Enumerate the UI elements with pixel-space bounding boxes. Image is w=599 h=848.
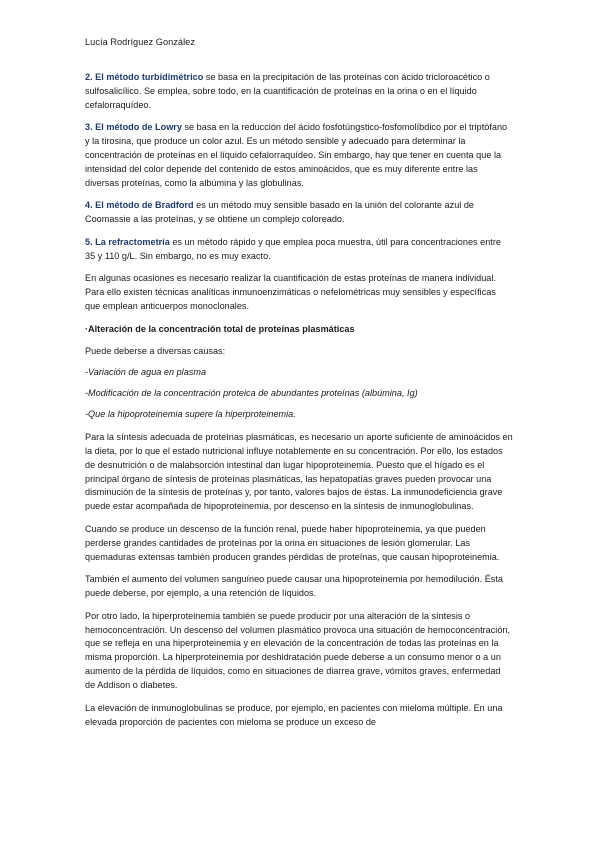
author-name: Lucía Rodríguez González bbox=[85, 37, 195, 47]
paragraph-immunoglobulins: La elevación de inmunoglobulinas se produce, por ejemplo, en pacientes con mieloma múltiple. En una elevada proporción de pacientes con mieloma se produce un exceso de bbox=[85, 702, 503, 727]
cause-item: -Variación de agua en plasma bbox=[85, 367, 207, 378]
cause-item: -Que la hipoproteinemia supere la hiperproteinemia. bbox=[85, 409, 296, 420]
section-heading: ·Alteración de la concentración total de proteínas plasmáticas bbox=[85, 323, 355, 334]
paragraph-lowry bbox=[85, 121, 513, 191]
paragraph-text: es un método muy sensible basado en la unión del colorante azul de Coomassie a las proteínas, y se obtiene un complejo coloreado. bbox=[85, 200, 475, 225]
term-bradford: El método de Bradford bbox=[95, 200, 194, 211]
list-number: 5. bbox=[85, 236, 96, 247]
paragraph-individual-quantification: En algunas ocasiones es necesario realizar la cuantificación de estas proteínas de manera individual. Para ello existen técnicas analíticas inmunoenzimáticas o nefelométricas muy sensibles y específicas que emplean anticuerpos monoclonales. bbox=[85, 273, 496, 312]
paragraph-bradford bbox=[85, 199, 513, 227]
paragraph-renal: Cuando se produce un descenso de la función renal, puede haber hipoproteinemia, ya que pueden perderse grandes cantidades de proteínas por la orina en situaciones de lesión glomerular. Las quemaduras extensas también producen grandes pérdidas de proteínas, que causan hipoproteinemia. bbox=[85, 523, 500, 562]
paragraph-hemodilution: También el aumento del volumen sanguíneo puede causar una hipoproteinemia por hemodilución. Ésta puede deberse, por ejemplo, a una retención de líquidos. bbox=[85, 574, 503, 599]
document-body bbox=[85, 71, 513, 738]
list-number: 4. bbox=[85, 200, 96, 211]
paragraph-refractometry bbox=[85, 236, 513, 264]
term-turbidimetric: El método turbidimétrico bbox=[95, 72, 204, 82]
causes-intro: Puede deberse a diversas causas: bbox=[85, 346, 226, 357]
paragraph-text: se basa en la precipitación de las proteínas con ácido tricloroacético o sulfosalicílico. Se emplea, sobre todo, en la cuantificación de proteínas en la orina o en el líquido cefalorraquídeo. bbox=[85, 72, 490, 110]
paragraph-hyperproteinemia: Por otro lado, la hiperproteinemia también se puede producir por una alteración de la síntesis o hemoconcentración. Un descenso del volumen plasmático provoca una situación de hemoconcentración, que se refleja en una hiperproteinemia y en elevación de la concentración de todas las proteínas en la misma proporción. La hiperproteinemia por deshidratación puede deberse a un consumo menor o a un aumento de la pérdida de líquidos, como en situaciones de diarrea grave, vómitos graves, enfermedad de Addison o diabetes. bbox=[85, 610, 511, 691]
term-refractometry: La refractometría bbox=[95, 236, 170, 247]
paragraph-text: es un método rápido y que emplea poca muestra, útil para concentraciones entre 35 y 110 g/L. Sin embargo, no es muy exacto. bbox=[85, 236, 501, 261]
list-number: 2. bbox=[85, 72, 96, 82]
paragraph-turbidimetric bbox=[85, 71, 513, 113]
paragraph-text: se basa en la reducción del ácido fosfotúngstico-fosfomolíbdico por el triptófano y la tirosina, que produce un color azul. Es un método sensible y adecuado para determinar la concentración de proteínas en el líquido cefalorraquídeo. Sin embargo, hay que tener en cuenta que la intensidad del color depende del contenido de estos aminoácidos, que es muy diferente entre las diversas proteínas, como la albúmina y las globulinas. bbox=[85, 122, 508, 188]
list-number: 3. bbox=[85, 122, 96, 133]
cause-item: -Modificación de la concentración proteica de abundantes proteínas (albúmina, Ig) bbox=[85, 388, 418, 399]
paragraph-synthesis: Para la síntesis adecuada de proteínas plasmáticas, es necesario un aporte suficiente de aminoácidos en la dieta, por lo que el estado nutricional influye notablemente en su concentración. Por ello, los estados de desnutrición o de malabsorción intestinal dan lugar hipoproteinemia. Puesto que el hígado es el principal órgano de síntesis de proteínas plasmáticas, las hepatopatías graves pueden provocar una disminución de la síntesis de proteínas y, por tanto, valores bajos de éstas. La inmunodeficiencia grave puede estar acompañada de hipoproteinemia, por descenso en la síntesis de inmunoglobulinas. bbox=[85, 431, 513, 512]
term-lowry: El método de Lowry bbox=[95, 122, 182, 133]
